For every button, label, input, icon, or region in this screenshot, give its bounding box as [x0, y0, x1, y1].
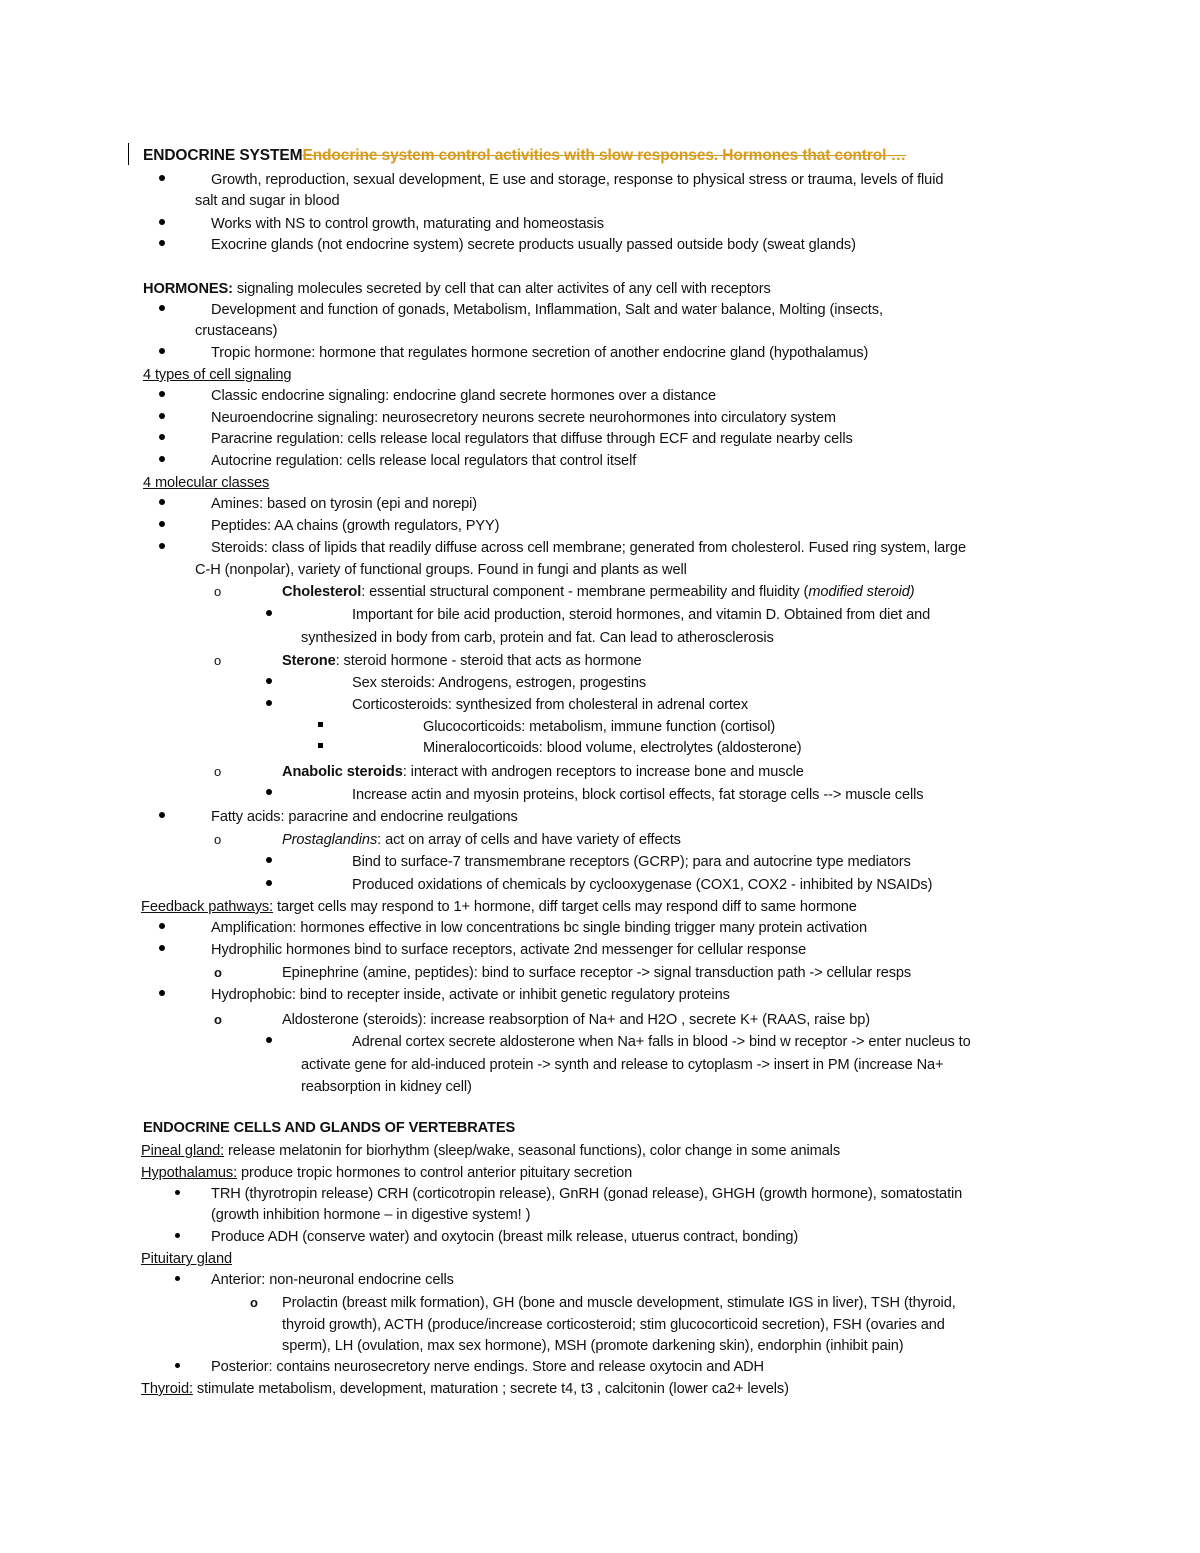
bullet-icon	[175, 1190, 180, 1195]
list-item-continuation: thyroid growth), ACTH (produce/increase corticosteroid; stim glucocorticoid secretion), FSH (ovaries and	[282, 1317, 945, 1333]
bullet-icon	[159, 348, 165, 354]
pineal-gland-line: Pineal gland: release melatonin for biorhythm (sleep/wake, seasonal functions), color change in some animals	[141, 1143, 841, 1159]
hormones-definition: HORMONES: signaling molecules secreted by cell that can alter activites of any cell with receptors	[143, 281, 771, 297]
list-item: Anterior: non-neuronal endocrine cells	[211, 1272, 454, 1288]
list-item: Important for bile acid production, steroid hormones, and vitamin D. Obtained from diet and	[352, 607, 931, 623]
list-item-continuation: synthesized in body from carb, protein and fat. Can lead to atherosclerosis	[301, 630, 774, 646]
bullet-icon	[266, 700, 272, 706]
list-item: Amines: based on tyrosin (epi and norepi)	[211, 496, 478, 512]
list-item: Exocrine glands (not endocrine system) secrete products usually passed outside body (sweat glands)	[211, 237, 856, 253]
circle-bullet-icon: o	[250, 1295, 258, 1310]
list-item: Classic endocrine signaling: endocrine gland secrete hormones over a distance	[211, 388, 716, 404]
bullet-icon	[159, 391, 165, 397]
circle-bullet-icon: o	[214, 1012, 222, 1027]
bullet-icon	[159, 434, 165, 440]
circle-bullet-icon: o	[214, 653, 222, 668]
bullet-icon	[159, 945, 165, 951]
circle-bullet-icon: o	[214, 832, 222, 847]
document-heading: ENDOCRINE SYSTEM	[143, 147, 303, 164]
bullet-icon	[159, 305, 165, 311]
circle-bullet-icon: o	[214, 764, 222, 779]
hypothalamus-line: Hypothalamus: produce tropic hormones to control anterior pituitary secretion	[141, 1165, 633, 1181]
title-line	[143, 147, 906, 165]
list-item: Hydrophobic: bind to recepter inside, activate or inhibit genetic regulatory proteins	[211, 987, 730, 1003]
bullet-icon	[159, 240, 165, 246]
list-item: Posterior: contains neurosecretory nerve endings. Store and release oxytocin and ADH	[211, 1359, 764, 1375]
list-item: Hydrophilic hormones bind to surface receptors, activate 2nd messenger for cellular response	[211, 942, 807, 958]
square-bullet-icon	[318, 743, 323, 748]
list-item: Anabolic steroids: interact with androgen receptors to increase bone and muscle	[282, 764, 804, 780]
square-bullet-icon	[318, 722, 323, 727]
list-item: Adrenal cortex secrete aldosterone when Na+ falls in blood -> bind w receptor -> enter nucleus to	[352, 1034, 971, 1050]
list-item: Fatty acids: paracrine and endocrine reulgations	[211, 809, 518, 825]
list-item-continuation: reabsorption in kidney cell)	[301, 1079, 472, 1095]
bullet-icon	[175, 1363, 180, 1368]
list-item: Peptides: AA chains (growth regulators, PYY)	[211, 518, 500, 534]
list-item: Amplification: hormones effective in low concentrations bc single binding trigger many protein activation	[211, 920, 868, 936]
bullet-icon	[266, 610, 272, 616]
list-item-continuation: crustaceans)	[195, 323, 278, 339]
list-item: Bind to surface-7 transmembrane receptors (GCRP); para and autocrine type mediators	[352, 854, 911, 870]
bullet-icon	[266, 880, 272, 886]
list-item: Sterone: steroid hormone - steroid that acts as hormone	[282, 653, 642, 669]
list-item: Mineralocorticoids: blood volume, electrolytes (aldosterone)	[423, 740, 802, 756]
thyroid-line: Thyroid: stimulate metabolism, development, maturation ; secrete t4, t3 , calcitonin (lower ca2+ levels)	[141, 1381, 789, 1397]
circle-bullet-icon: o	[214, 584, 222, 599]
list-item: Glucocorticoids: metabolism, immune function (cortisol)	[423, 719, 776, 735]
list-item: Increase actin and myosin proteins, block cortisol effects, fat storage cells --> muscle cells	[352, 787, 924, 803]
list-item: Growth, reproduction, sexual development, E use and storage, response to physical stress or trauma, levels of fluid	[211, 172, 944, 188]
list-item: Autocrine regulation: cells release local regulators that control itself	[211, 453, 637, 469]
list-item: Epinephrine (amine, peptides): bind to surface receptor -> signal transduction path -> cellular resps	[282, 965, 912, 981]
list-item: Produce ADH (conserve water) and oxytocin (breast milk release, utuerus contract, bonding)	[211, 1229, 799, 1245]
list-item: Corticosteroids: synthesized from cholesteral in adrenal cortex	[352, 697, 749, 713]
list-item: Aldosterone (steroids): increase reabsorption of Na+ and H2O , secrete K+ (RAAS, raise bp)	[282, 1012, 871, 1028]
bullet-icon	[266, 678, 272, 684]
list-item: Development and function of gonads, Metabolism, Inflammation, Salt and water balance, Molting (insects,	[211, 302, 883, 318]
section-heading-cell-signaling: 4 types of cell signaling	[143, 367, 292, 383]
list-item: Produced oxidations of chemicals by cyclooxygenase (COX1, COX2 - inhibited by NSAIDs)	[352, 877, 933, 893]
list-item: Prolactin (breast milk formation), GH (bone and muscle development, stimulate IGS in liver), TSH (thyroid,	[282, 1295, 956, 1311]
section-heading-molecular-classes: 4 molecular classes	[143, 475, 270, 491]
bullet-icon	[159, 456, 165, 462]
list-item: Neuroendocrine signaling: neurosecretory neurons secrete neurohormones into circulatory system	[211, 410, 836, 426]
list-item: Steroids: class of lipids that readily diffuse across cell membrane; generated from cholesterol. Fused ring system, large	[211, 540, 966, 556]
bullet-icon	[159, 413, 165, 419]
bullet-icon	[159, 521, 165, 527]
bullet-icon	[159, 175, 165, 181]
pituitary-gland-label: Pituitary gland	[141, 1251, 232, 1267]
list-item: TRH (thyrotropin release) CRH (corticotropin release), GnRH (gonad release), GHGH (growth hormone), somatostatin	[211, 1186, 963, 1202]
list-item: Sex steroids: Androgens, estrogen, progestins	[352, 675, 647, 691]
list-item: Tropic hormone: hormone that regulates hormone secretion of another endocrine gland (hypothalamus)	[211, 345, 869, 361]
list-item-continuation: (growth inhibition hormone – in digestive system! )	[211, 1207, 531, 1223]
bullet-icon	[159, 219, 165, 225]
list-item-continuation: salt and sugar in blood	[195, 193, 340, 209]
bullet-icon	[159, 923, 165, 929]
bullet-icon	[159, 812, 165, 818]
list-item-continuation: sperm), LH (ovulation, max sex hormone), MSH (promote darkening skin), endorphin (inhibit pain)	[282, 1338, 904, 1354]
bullet-icon	[266, 1037, 272, 1043]
tracked-deletion-text: Endocrine system control activities with slow responses. Hormones that control …	[302, 147, 906, 164]
feedback-pathways-label: Feedback pathways:	[141, 899, 274, 915]
text-cursor	[128, 143, 129, 165]
bullet-icon	[159, 990, 165, 996]
list-item: Prostaglandins: act on array of cells and have variety of effects	[282, 832, 681, 848]
bullet-icon	[175, 1233, 180, 1238]
bullet-icon	[266, 789, 272, 795]
list-item: Cholesterol: essential structural component - membrane permeability and fluidity (modified steroid)	[282, 584, 915, 600]
section-heading-glands: ENDOCRINE CELLS AND GLANDS OF VERTEBRATES	[143, 1120, 516, 1136]
circle-bullet-icon: o	[214, 965, 222, 980]
bullet-icon	[159, 543, 165, 549]
hormones-label: HORMONES:	[143, 281, 233, 297]
list-item: Paracrine regulation: cells release local regulators that diffuse through ECF and regulate nearby cells	[211, 431, 853, 447]
list-item-continuation: activate gene for ald-induced protein -> synth and release to cytoplasm -> insert in PM (increase Na+	[301, 1057, 944, 1073]
bullet-icon	[159, 499, 165, 505]
list-item: Works with NS to control growth, maturating and homeostasis	[211, 216, 604, 232]
bullet-icon	[266, 857, 272, 863]
bullet-icon	[175, 1276, 180, 1281]
list-item-continuation: C-H (nonpolar), variety of functional groups. Found in fungi and plants as well	[195, 562, 687, 578]
feedback-pathways-line: Feedback pathways: target cells may respond to 1+ hormone, diff target cells may respond diff to same hormone	[141, 899, 857, 915]
